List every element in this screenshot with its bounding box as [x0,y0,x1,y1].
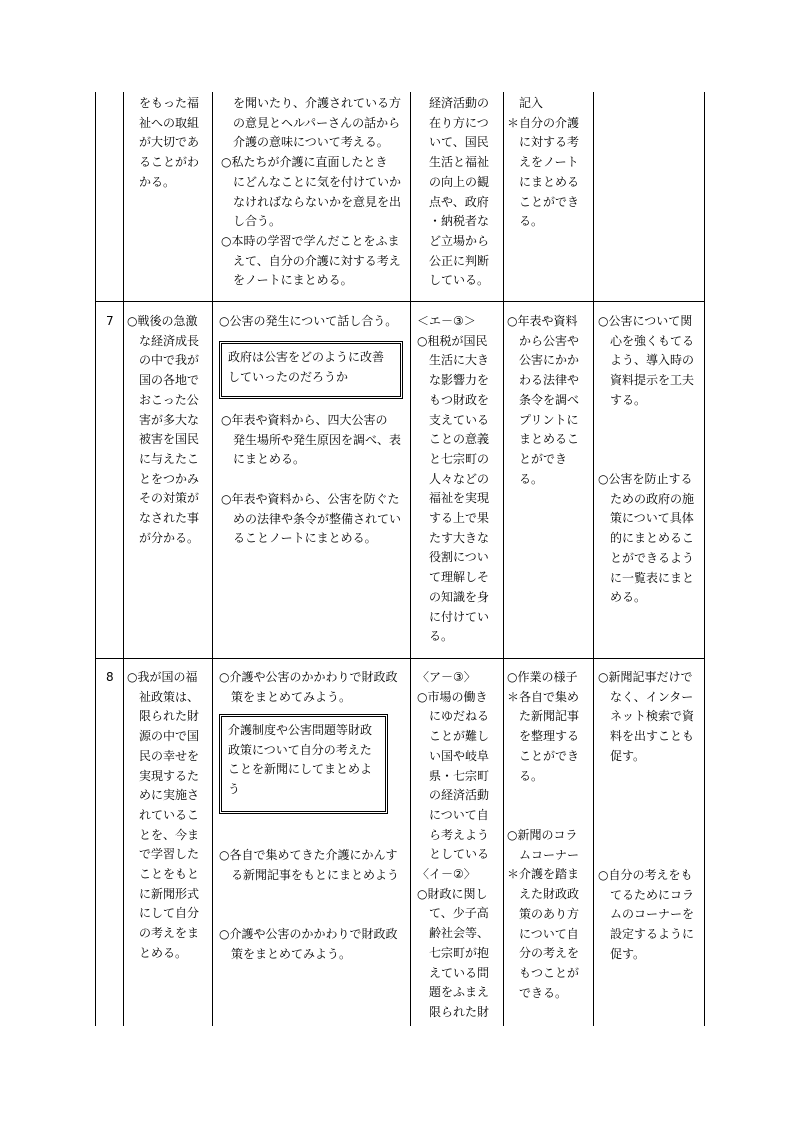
text-line: ○公害の発生について話し合う。 [219,314,398,328]
text-line: の意見とヘルパーさんの話から [233,115,401,130]
text-line: の中で我が [139,353,200,368]
text-line: としている [429,847,490,862]
text-line: 在り方につ [429,115,489,130]
row-2-goal-cell [127,668,199,964]
text-line: 生活に大き [429,353,490,368]
text-line: ○戦後の急激 [127,314,198,328]
text-line: ネット検索で資 [610,709,695,724]
text-line: 公正に判断 [429,253,490,268]
text-line: に一覧表にまと [610,570,695,585]
text-line: 支えている [429,412,490,427]
text-line: 経済活動の [429,96,490,110]
text-line: とをつかみ [139,471,200,486]
text-line: が大切であ [139,135,200,150]
text-line: ○年表や資料 [507,314,578,328]
row-2-method-block [507,826,579,1003]
text-line: 役割につい [429,550,489,565]
text-line: 〈ア－③〉 [417,670,476,684]
text-line: できる。 [519,985,568,1000]
text-line: の経済活動 [429,788,490,803]
text-line: もつ財政を [429,392,490,407]
row-2-activity-block [219,846,399,885]
text-line: ど立場から [429,233,490,248]
text-line: が分かる。 [139,530,200,545]
row-2-question-box [219,714,388,814]
text-line: な経済成長 [139,333,200,348]
text-line: ことをもと [139,867,200,882]
text-line: プリントに [519,412,579,427]
text-line: している。 [429,273,490,288]
text-line: ことができ [519,194,580,209]
text-line: に与えたこ [139,451,200,466]
text-line: る。 [429,629,454,644]
text-line: なく、インター [610,689,694,704]
text-line: わる法律や [519,373,580,388]
row-2-activity-block [219,925,397,964]
row-number: 8 [106,670,114,684]
table-row-divider [95,658,705,659]
text-line: 設定するように [610,927,695,942]
text-line: る。 [519,471,544,486]
table-column-divider [593,92,594,1026]
text-line: し合う。 [233,214,282,229]
text-line: ことを新聞にしてまとめよ [228,762,373,777]
text-line: 介護の意味について考える。 [233,135,389,150]
row-1-activity-top [219,312,397,332]
text-line: 記入 [519,96,544,110]
text-line: ○年表や資料から、公害を防ぐた [221,492,400,506]
text-line: 限られた財 [139,709,200,724]
text-line: 料を出すことも [610,729,695,744]
text-line: ○介護や公害のかかわりで財政政 [219,670,398,684]
text-line: ○新聞記事だけで [598,670,693,684]
text-line: えている問 [429,965,490,980]
row-0-evaluation-cell [429,94,489,291]
row-2-support-block [598,668,694,767]
text-line: に新聞形式 [139,886,200,901]
text-line: ○公害について関 [598,314,693,328]
text-line: かる。 [139,174,176,189]
row-1-goal-cell [127,312,199,548]
text-line: から公害や [519,333,580,348]
text-line: ムコーナー [519,847,580,862]
row-number: 7 [106,314,114,328]
row-1-evaluation-cell [417,312,489,647]
text-line: まとめるこ [519,432,580,447]
row-1-support-block [598,312,694,411]
text-line: 人々などの [429,471,490,486]
text-line: 促す。 [610,748,646,763]
text-line: に対する考 [519,135,580,150]
text-line: を聞いたり、介護されている方 [233,96,402,110]
text-line: と七宗町の [429,451,490,466]
text-line: 資料提示を工夫 [610,373,695,388]
table-column-divider [410,92,411,1026]
text-line: てるためにコラ [610,887,695,902]
text-line: 限られた財 [429,1004,490,1019]
row-2-evaluation-cell [417,668,489,1023]
text-line: 発生場所や発生原因を調べ、表 [233,432,402,447]
text-line: ○年表や資料から、四大公害の [221,413,388,427]
text-line: よう、導入時の [610,353,695,368]
text-line: 題をふまえ [429,985,490,1000]
row-1-support-block [598,470,694,608]
table-row-divider [95,301,705,302]
text-line: にまとめる [519,174,580,189]
text-line: をノートにまとめる。 [233,273,353,288]
text-line: ＊介護を踏ま [507,867,580,882]
text-line: ムのコーナーを [610,907,695,922]
text-line: ○各自で集めてきた介護にかんす [219,848,398,862]
text-line: 被害を国民 [139,432,200,447]
text-line: な影響力を [429,373,490,388]
text-line: れているこ [139,807,200,822]
text-line: に付けてい [429,609,490,624]
text-line: 福祉を実現 [429,491,490,506]
text-line: る。 [519,214,544,229]
text-line: ことが難し [429,729,490,744]
text-line: なければならないかを意見を出 [233,194,402,209]
text-line: をもった福 [139,96,200,110]
text-line: ことの意義 [429,432,490,447]
text-line: 政策について自分の考えた [228,742,372,757]
text-line: ＜エ－③＞ [417,314,476,328]
row-1-method-cell [507,312,579,489]
text-line: て理解しそ [429,570,490,585]
text-line: めに実施さ [139,788,200,803]
text-line: る新聞記事をもとにまとめよう [231,867,400,882]
row-1-activity-block [221,411,401,470]
text-line: ○私たちが介護に直面したとき [221,155,388,170]
row-1-activity-block [221,490,401,549]
text-line: 点や、政府 [429,194,489,209]
text-line: 分の考えを [519,946,580,961]
text-line: えをノート [519,155,579,170]
text-line: 県・七宗町 [429,768,490,783]
row-0-goal-cell [139,94,199,193]
text-line: 七宗町が抱 [429,945,490,960]
text-line: していったのだろうか [228,369,349,384]
text-line: ○市場の働き [417,689,488,704]
text-line: めの法律や条令が整備されてい [233,511,402,526]
row-0-method-cell [507,94,579,232]
text-line: ることがわ [139,155,200,170]
text-line: で学習した [139,847,200,862]
text-line: もつことが [519,965,580,980]
text-line: の向上の観 [429,174,490,189]
text-line: について自 [519,926,579,941]
text-line: ○新聞のコラ [507,828,578,842]
text-line: おこった公 [139,392,199,407]
text-line: 害が多大な [139,412,200,427]
text-line: ことができ [519,748,580,763]
text-line: 〈イ－②〉 [417,867,476,882]
text-line: い国や岐阜 [429,748,490,763]
text-line: 政府は公害をどのように改善 [228,350,385,364]
row-2-method-block [507,668,579,786]
row-1-question-box [219,341,403,399]
text-line: たす大きな [429,530,490,545]
text-line: 策について具体 [610,511,694,526]
text-line: その対策が [139,491,200,506]
text-line: ○財政に関し [417,886,488,901]
text-line: とめる。 [139,945,188,960]
text-line: 生活と福祉 [429,155,490,170]
text-line: める。 [610,590,647,605]
text-line: 策をまとめてみよう。 [231,946,352,961]
text-line: ら考えよう [429,827,490,842]
text-line: 条令を調べ [519,392,580,407]
text-line: ＊各自で集め [507,689,580,704]
table-border-right [704,92,705,1026]
text-line: て、少子高 [429,906,489,921]
text-line: 策のあり方 [519,906,580,921]
text-line: にゆだねる [429,709,490,724]
text-line: とを、今ま [139,827,200,842]
text-line: た新聞記事 [519,709,580,724]
text-line: 心を強くもてる [610,333,695,348]
text-line: 実現するた [139,768,200,783]
text-line: 的にまとめるこ [610,531,695,546]
table-column-divider [503,92,504,1026]
text-line: なされた事 [139,511,200,526]
text-line: ○自分の考えをも [598,868,693,882]
text-line: えた財政政 [519,887,580,902]
text-line: う [228,782,241,797]
text-line: ○本時の学習で学んだことをふま [221,233,400,248]
text-line: 民の幸せを [139,748,200,763]
text-line: について自 [429,807,489,822]
text-line: する上で果 [429,511,490,526]
text-line: の考えをま [139,926,200,941]
row-0-activity-cell [221,94,401,291]
text-line: 策をまとめてみよう。 [231,689,352,704]
table-column-divider [123,92,124,1026]
text-line: ・納税者な [429,214,490,229]
text-line: 公害にかか [519,353,580,368]
text-line: する。 [610,392,647,407]
text-line: とができ [519,451,568,466]
row-2-support-block [598,866,694,965]
text-line: にどんなことに気を付けていか [233,174,402,189]
text-line: ための政府の施 [610,491,695,506]
text-line: いて、国民 [429,135,489,150]
text-line: ることノートにまとめる。 [233,531,377,546]
text-line: にして自分 [139,906,200,921]
text-line: ○介護や公害のかかわりで財政政 [219,927,398,941]
text-line: を整理する [519,729,580,744]
text-line: る。 [519,768,544,783]
row-2-activity-top [219,668,397,707]
text-line: にまとめる。 [233,452,306,467]
text-line: 介護制度や公害問題等財政 [228,723,373,737]
table-border-left [95,92,96,1026]
text-line: 源の中で国 [139,729,200,744]
text-line: ○租税が国民 [417,333,488,348]
text-line: えて、自分の介護に対する考え [233,253,401,268]
text-line: の知識を身 [429,589,490,604]
text-line: ○公害を防止する [598,472,693,486]
text-line: ○作業の様子 [507,670,578,684]
text-line: とができるよう [610,550,695,565]
text-line: 祉政策は、 [139,689,200,704]
text-line: 祉への取組 [139,115,200,130]
text-line: 齢社会等、 [429,926,490,941]
text-line: ＊自分の介護 [507,115,580,130]
text-line: ○我が国の福 [127,670,198,684]
text-line: 促す。 [610,946,646,961]
text-line: 国の各地で [139,373,200,388]
table-column-divider [212,92,213,1026]
